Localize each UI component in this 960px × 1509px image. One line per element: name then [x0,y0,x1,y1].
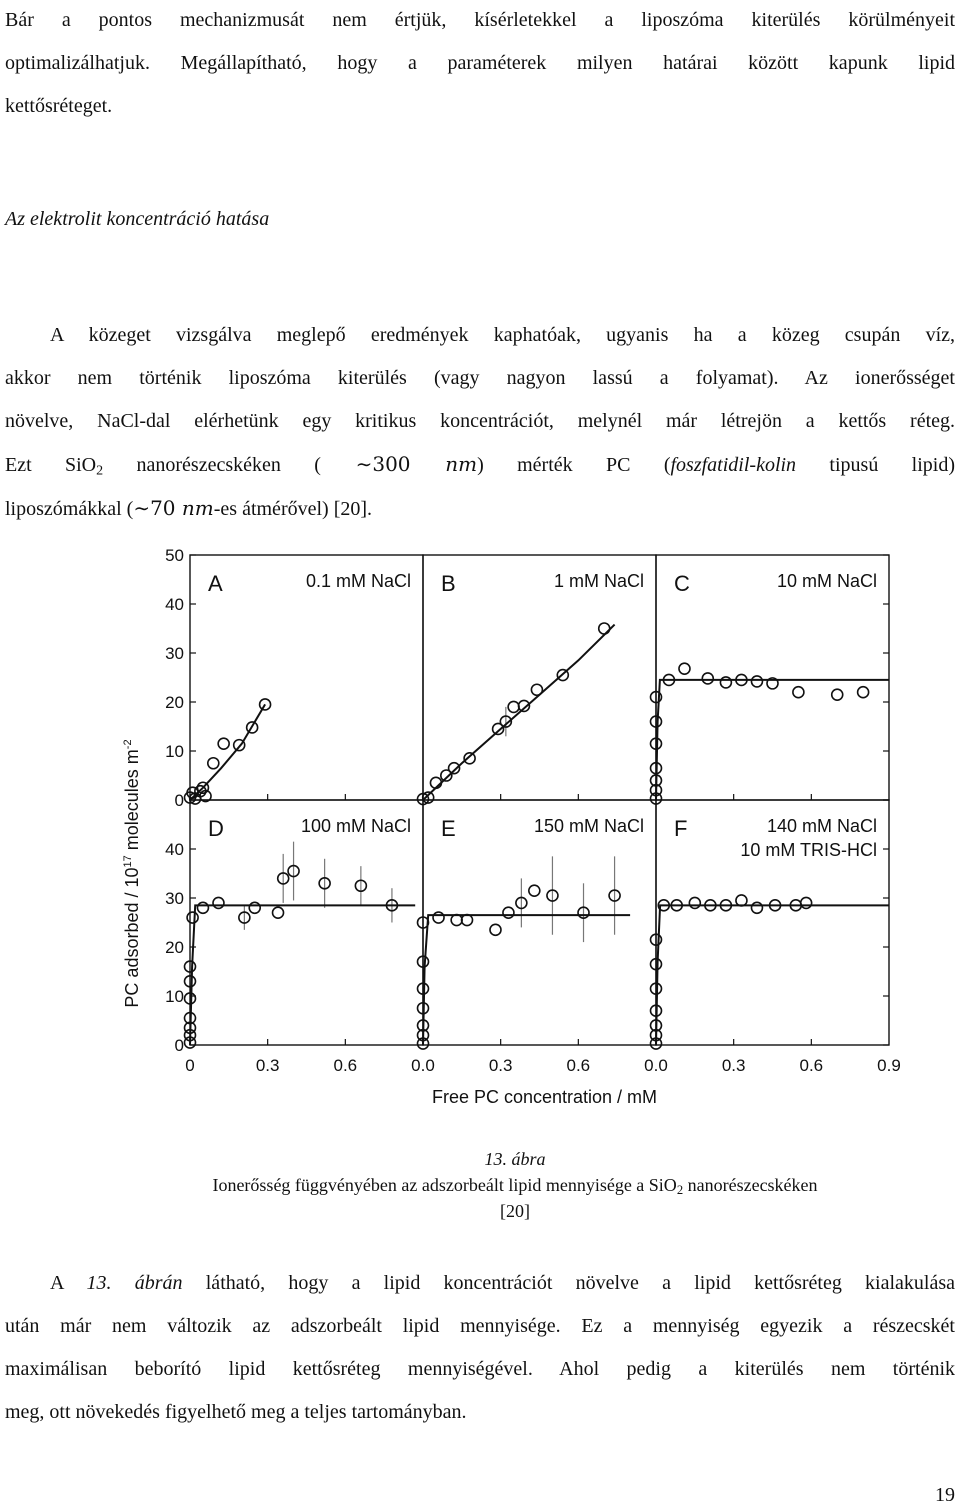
data-point [464,753,475,764]
data-point [490,924,501,935]
figure-number: 13. ábra [484,1149,546,1169]
panel-label: 0.1 mM NaCl [305,571,411,591]
x-tick-label: 0.3 [255,1056,280,1075]
data-point [462,915,473,926]
body-paragraph-2 [5,1262,955,1434]
data-point [451,915,462,926]
y-axis-label: PC adsorbed / $10^{17}$ molecules $m^{-2}$ [122,739,142,1008]
x-tick-label: 0 [185,1056,195,1075]
panel-letter: D [208,816,224,841]
data-point [832,689,843,700]
x-tick-label: 0.6 [799,1056,824,1075]
data-point [599,623,610,634]
figure-reference: [20] [500,1201,530,1221]
body-line: Ezt SiO$_2$ nanorészecskéken ( ∼300 nm) mérték PC (foszfatidil-kolin tipusú lipid) [5,452,956,479]
x-tick-label: 0.9 [877,1056,901,1075]
data-point [187,912,198,923]
panel-label: 100 mM NaCl [300,816,411,836]
data-point [679,663,690,674]
fit-line [656,680,889,800]
body-line: maximálisan beborító lipid kettősréteg mennyiségével. Ahol pedig a kiterülés nem történik [5,1358,955,1380]
y-tick-label: 10 [165,742,184,761]
x-tick-label: 0.0 [644,1056,668,1075]
intro-paragraph [5,0,955,128]
panel-letter: A [208,571,223,596]
panel-label: 1 mM NaCl [553,571,644,591]
data-point [858,687,869,698]
body-line: A 13. ábrán látható, hogy a lipid koncentrációt növelve a lipid kettősréteg kialakulása [50,1272,955,1294]
y-tick-label: 30 [165,644,184,663]
panel-label: 10 mM NaCl [776,571,877,591]
intro-line: kettősréteget. [5,95,113,117]
body-line: növelve, NaCl-dal elérhetünk egy kritikus koncentrációt, melynél már létrejön a kettős réteg. [5,410,955,432]
panel-label: 150 mM NaCl [533,816,644,836]
y-tick-label: 0 [174,1036,184,1055]
fit-line [190,905,415,1045]
data-point [689,897,700,908]
data-point [503,907,514,918]
body-line: akkor nem történik liposzóma kiterülés (vagy nagyon lassú a folyamat). Az ionerősséget [5,367,955,389]
data-point [793,687,804,698]
y-tick-label: 20 [165,693,184,712]
y-tick-label: 30 [165,889,184,908]
data-point [234,740,245,751]
panel-letter: F [674,816,688,841]
data-point [508,701,519,712]
fit-line [656,905,889,1045]
data-point [751,902,762,913]
data-point [273,907,284,918]
data-point [208,758,219,769]
figure-caption: Ionerősség függvényében az adszorbeált lipid mennyisége a SiO$_2$ nanorészecskéken [212,1175,818,1198]
data-point [751,676,762,687]
x-axis-label: Free PC concentration / mM [431,1087,658,1107]
data-point [213,897,224,908]
y-tick-label: 0 [174,791,184,810]
page-number: 19 [935,1484,955,1506]
section-heading: Az elektrolit koncentráció hatása [5,208,270,230]
y-tick-label: 40 [165,840,184,859]
body-line: A közeget vizsgálva meglepő eredmények kaphatóak, ugyanis ha a közeg csupán víz, [50,324,955,346]
data-point [529,885,540,896]
data-point [736,895,747,906]
data-point [720,677,731,688]
fit-line [423,915,630,1045]
body-paragraph-1 [5,314,955,531]
adsorption-figure [0,540,920,1110]
panel-frame [656,800,889,1045]
panel-frame [190,800,423,1045]
x-tick-label: 0.3 [721,1056,746,1075]
data-point [433,912,444,923]
panel-label: 10 mM TRIS-HCl [740,840,877,860]
x-tick-label: 0.0 [411,1056,435,1075]
intro-line: optimalizálhatjuk. Megállapítható, hogy a paraméterek milyen határai között kapunk lipid [5,52,955,74]
data-point [218,738,229,749]
y-tick-label: 20 [165,938,184,957]
panel-letter: B [441,571,456,596]
panel-letter: C [674,571,690,596]
data-point [702,673,713,684]
panel-frame [423,800,656,1045]
body-line: liposzómákkal (∼70 nm-es átmérővel) [20]. [5,496,373,520]
y-tick-label: 50 [165,546,184,565]
x-tick-label: 0.6 [333,1056,358,1075]
y-tick-label: 40 [165,595,184,614]
panel-label: 140 mM NaCl [766,816,877,836]
data-point [531,684,542,695]
data-point [197,902,208,913]
data-point [801,897,812,908]
y-tick-label: 10 [165,987,184,1006]
body-line: után már nem változik az adszorbeált lipid mennyisége. Ez a mennyiség egyezik a részecskét [5,1315,955,1337]
body-line: meg, ott növekedés figyelhető meg a teljes tartományban. [5,1401,467,1423]
x-tick-label: 0.3 [488,1056,513,1075]
data-point [249,902,260,913]
panel-letter: E [441,816,456,841]
intro-line: Bár a pontos mechanizmusát nem értjük, kísérletekkel a liposzóma kiterülés körülményeit [5,9,955,31]
x-tick-label: 0.6 [566,1056,591,1075]
